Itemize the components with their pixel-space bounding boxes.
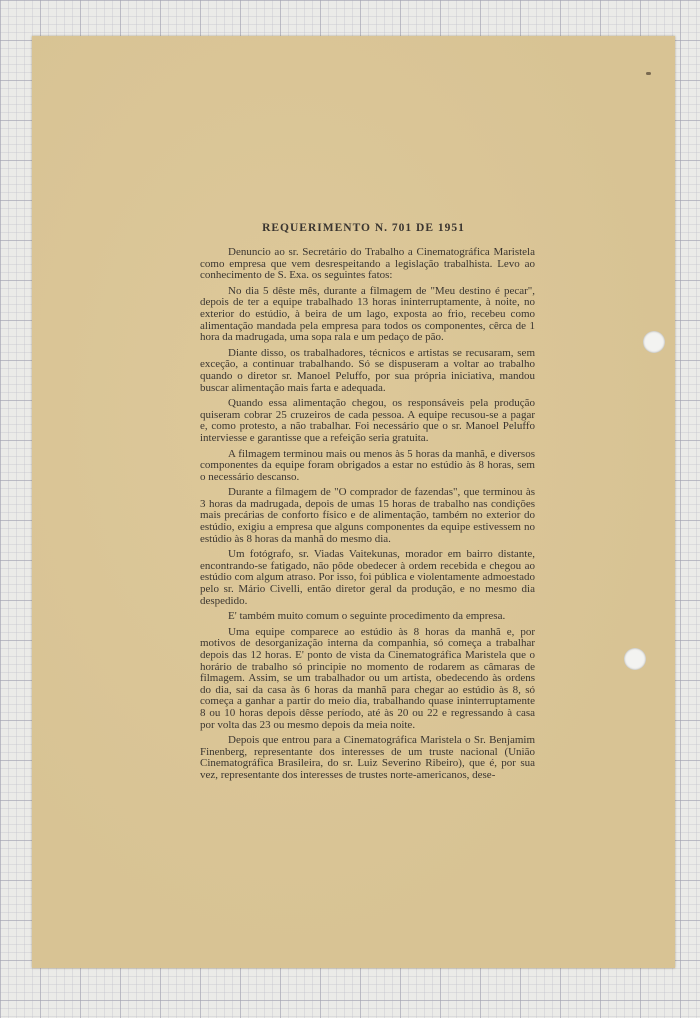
ink-speck bbox=[646, 72, 651, 75]
paragraph: Diante disso, os trabalhadores, técnicos e artistas se recusaram, sem exceção, a continuar trabalhando. Só se dispuseram a voltar ao trabalho quando o diretor sr. Manoel Peluffo, por sua própria iniciativa, mandou buscar alimentação mais farta e adequada. bbox=[200, 346, 535, 394]
paper-sheet bbox=[32, 36, 675, 968]
document-title: REQUERIMENTO N. 701 DE 1951 bbox=[262, 222, 465, 234]
paragraph: Quando essa alimentação chegou, os responsáveis pela produção quiseram cobrar 25 cruzeiros de cada pessoa. A equipe recusou-se a pagar e, como protesto, a não trabalhar. Foi necessário que o sr. Manoel Peluffo interviesse e garantisse que a refeição seria gratuita. bbox=[200, 397, 535, 444]
punch-hole-top bbox=[643, 331, 665, 353]
paragraph: Uma equipe comparece ao estúdio às 8 horas da manhã e, por motivos de desorganização interna da companhia, só começa a trabalhar depois das 12 horas. E' ponto de vista da Cinematográfica Maristela que o horário de trabalho só principie no momento de rodarem as câmaras de filmagem. Assim, se um trabalhador ou um artista, obedecendo às ordens do dia, sai da casa às 6 horas da manhã para chegar ao estúdio às 8, só começa a ganhar a partir do meio dia, trabalhando quase ininterruptamente 8 ou 10 horas depois dêsse período, até às 20 ou 22 e regressando à casa por volta das 23 ou mesmo depois da meia noite. bbox=[200, 625, 535, 731]
paragraph: Depois que entrou para a Cinematográfica Maristela o Sr. Benjamim Finenberg, representante dos interesses de um truste nacional (União Cinematográfica Brasileira, do sr. Luiz Severino Ribeiro), que é, por sua vez, representante dos interesses de trustes norte-americanos, dese- bbox=[200, 734, 535, 781]
document-body bbox=[200, 247, 535, 786]
paragraph: A filmagem terminou mais ou menos às 5 horas da manhã, e diversos componentes da equipe foram obrigados a estar no estúdio às 8 horas, sem o necessário descanso. bbox=[200, 447, 535, 483]
paragraph: E' também muito comum o seguinte procedimento da empresa. bbox=[228, 610, 506, 623]
paragraph: No dia 5 dêste mês, durante a filmagem de "Meu destino é pecar", depois de ter a equipe trabalhado 13 horas ininterruptamente, à noite, no exterior do estúdio, à beira de um lago, exposta ao frio, recebeu como alimentação mandada pela empresa para todos os componentes, cêrca de 1 hora da madrugada, uma sopa rala e um pedaço de pão. bbox=[200, 284, 535, 344]
punch-hole-bottom bbox=[624, 648, 646, 670]
paragraph: Denuncio ao sr. Secretário do Trabalho a Cinematográfica Maristela como empresa que vem desrespeitando a legislação trabalhista. Levo ao conhecimento de S. Exa. os seguintes fatos: bbox=[200, 246, 535, 282]
paragraph: Um fotógrafo, sr. Viadas Vaitekunas, morador em bairro distante, encontrando-se fatigado, não pôde obedecer à ordem recebida e chegou ao estúdio com algum atraso. Por isso, foi pública e violentamente admoestado pelo sr. Mário Civelli, então diretor geral da produção, e no mesmo dia despedido. bbox=[200, 548, 535, 607]
paragraph: Durante a filmagem de "O comprador de fazendas", que terminou às 3 horas da madrugada, depois de umas 15 horas de trabalho nas condições mais precárias de conforto físico e de alimentação, também no exterior do estúdio, exigiu a empresa que alguns componentes da equipe estivessem no estúdio às 8 horas da manhã do mesmo dia. bbox=[200, 486, 535, 545]
